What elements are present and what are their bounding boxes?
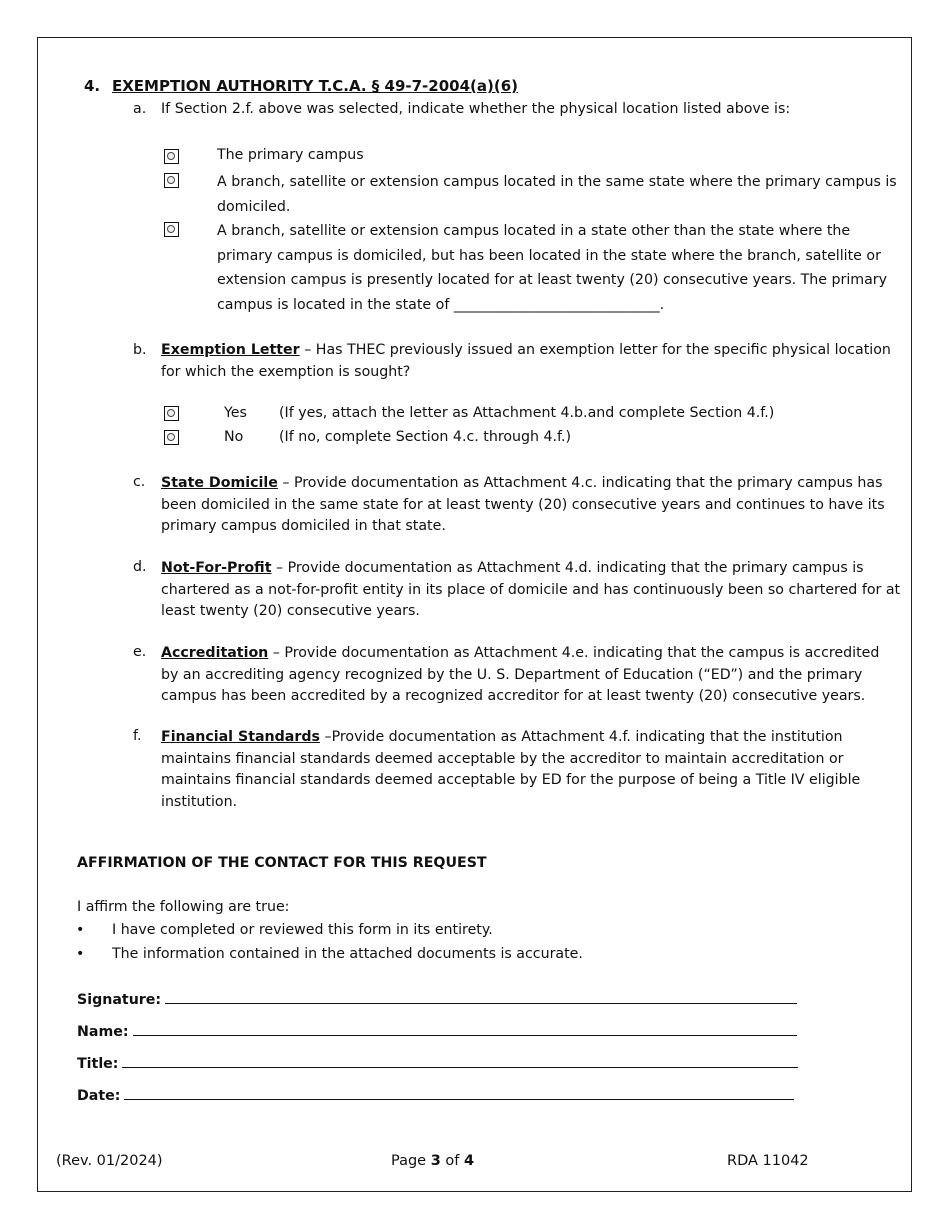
name-row [77, 1023, 797, 1040]
item-c-label: State Domicile [161, 475, 278, 491]
item-e-letter: e. [133, 644, 147, 660]
option-yes-label: Yes [224, 405, 247, 421]
signature-label: Signature: [77, 992, 162, 1008]
item-b-text [161, 340, 901, 383]
option-no-note: (If no, complete Section 4.c. through 4.f.) [279, 429, 572, 445]
option-other-state-branch: A branch, satellite or extension campus located in a state other than the state where the primary campus is domiciled, but has been located in the state where the branch, satellite or extension campus is presently located for at least twenty (20) consecutive years. The primary campus is located in the state of _____________________________. [217, 223, 888, 313]
affirmation-intro: I affirm the following are true: [77, 899, 290, 915]
item-e-label: Accreditation [161, 645, 269, 661]
page-current: 3 [430, 1153, 441, 1169]
option-yes-note: (If yes, attach the letter as Attachment 4.b.and complete Section 4.f.) [279, 405, 775, 421]
radio-letter-no[interactable] [164, 430, 179, 445]
page-prefix: Page [391, 1153, 427, 1169]
date-field[interactable] [124, 1087, 794, 1100]
item-f-letter: f. [133, 728, 142, 744]
date-label: Date: [77, 1088, 121, 1104]
item-d-body: – Provide documentation as Attachment 4.d. indicating that the primary campus is chartered as a not-for-profit entity in its place of domicile and has continuously been so chartered for at least twenty (20) consecutive years. [161, 560, 901, 619]
section-number: 4. [84, 77, 101, 95]
item-f-label: Financial Standards [161, 729, 320, 745]
section-title: EXEMPTION AUTHORITY T.C.A. § 49-7-2004(a)(6) [112, 77, 519, 95]
affirmation-bullet-2: The information contained in the attached documents is accurate. [112, 946, 583, 962]
radio-letter-yes[interactable] [164, 406, 179, 421]
option-primary-campus: The primary campus [217, 147, 364, 163]
signature-row [77, 991, 797, 1008]
name-field[interactable] [133, 1023, 797, 1036]
page-number [391, 1153, 474, 1169]
item-c-body: – Provide documentation as Attachment 4.c. indicating that the primary campus has been domiciled in the same state for at least twenty (20) consecutive years and continues to have its primary campus domiciled in that state. [161, 475, 885, 534]
page-of: of [445, 1153, 460, 1169]
item-f-body: –Provide documentation as Attachment 4.f. indicating that the institution maintains financial standards deemed acceptable by the accreditor to maintain accreditation or maintains financial standards deemed acceptable by ED for the purpose of being a Title IV eligible institution. [161, 729, 861, 810]
signature-field[interactable] [165, 991, 797, 1004]
affirmation-bullet-1: I have completed or reviewed this form in its entirety. [112, 922, 493, 938]
title-label: Title: [77, 1056, 119, 1072]
item-d-label: Not-For-Profit [161, 560, 272, 576]
option-same-state-branch: A branch, satellite or extension campus located in the same state where the primary campus is domiciled. [217, 174, 897, 215]
item-e-body: – Provide documentation as Attachment 4.e. indicating that the campus is accredited by an accrediting agency recognized by the U. S. Department of Education (“ED”) and the primary campus has been accredited by a recognized accreditor for at least twenty (20) consecutive years. [161, 645, 880, 704]
item-a-letter: a. [133, 101, 147, 117]
item-e-text [161, 643, 901, 708]
bullet-icon: • [76, 946, 85, 962]
item-d-text [161, 558, 901, 623]
radio-same-state-branch[interactable] [164, 173, 179, 188]
date-row [77, 1087, 794, 1104]
item-c-text [161, 473, 901, 538]
item-c-letter: c. [133, 474, 146, 490]
page-total: 4 [464, 1153, 475, 1169]
radio-other-state-branch[interactable] [164, 222, 179, 237]
form-id: RDA 11042 [727, 1153, 809, 1169]
item-b-body: – Has THEC previously issued an exemption letter for the specific physical location for which the exemption is sought? [161, 342, 891, 380]
title-field[interactable] [122, 1055, 798, 1068]
option-no-label: No [224, 429, 244, 445]
radio-primary-campus[interactable] [164, 149, 179, 164]
item-b-label: Exemption Letter [161, 342, 300, 358]
bullet-icon: • [76, 922, 85, 938]
name-label: Name: [77, 1024, 129, 1040]
revision-date: (Rev. 01/2024) [56, 1153, 163, 1169]
item-d-letter: d. [133, 559, 147, 575]
item-b-letter: b. [133, 342, 147, 358]
item-a-prompt: If Section 2.f. above was selected, indicate whether the physical location listed above is: [161, 101, 791, 117]
title-row [77, 1055, 798, 1072]
item-f-text [161, 727, 901, 813]
affirmation-title: AFFIRMATION OF THE CONTACT FOR THIS REQUEST [77, 855, 487, 871]
